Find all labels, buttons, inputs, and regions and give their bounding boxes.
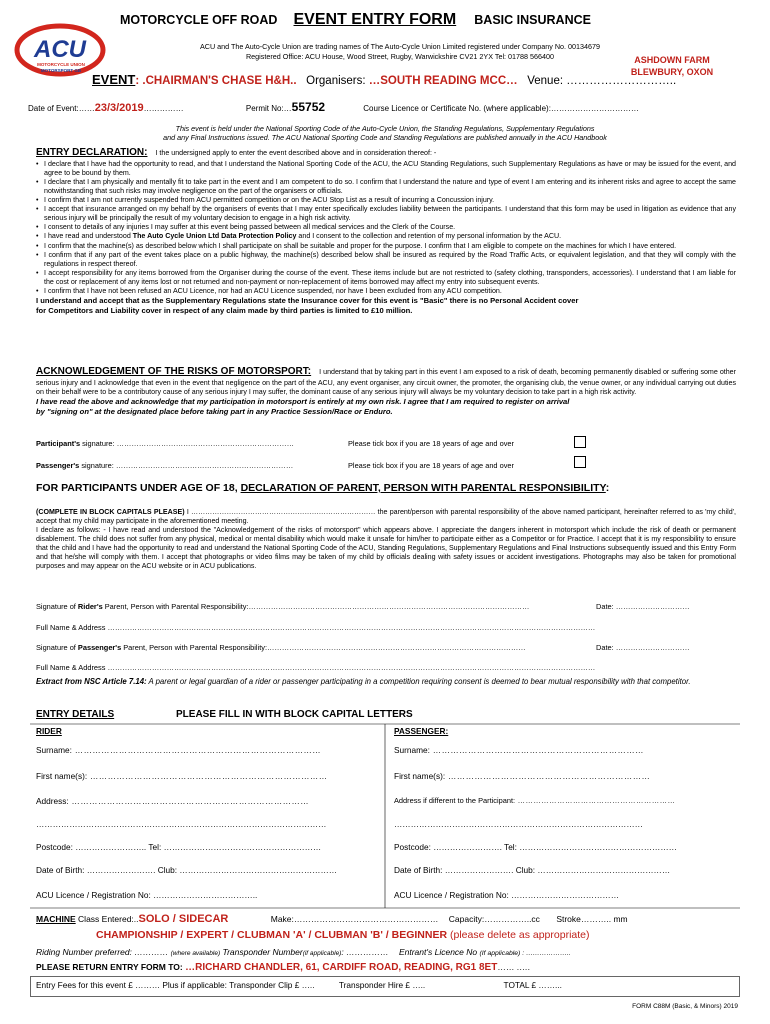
list-item: • I confirm that I have not been refused an ACU Licence, nor had an ACU Licence suspended, nor have I been excluded from any ACU competition.: [36, 287, 736, 296]
participant-age-label: Please tick box if you are 18 years of age and over: [348, 439, 514, 448]
risks-text: I understand that by taking part in this event I am exposed to a risk of death, becoming permanently disabled or suffering some other serious injury and I acknowledge that even in the event that negligence on the part of the ACU, any event organiser, any circuit owner, the promoter, the organising club, the venue owner, or any individual carrying out duties on their behalf were to be a contributory cause of any serious injury I may suffer, the dominant cause of any serious injury will always be my voluntary decision to take part in a high risk activity.: [36, 368, 736, 396]
risks-bold-2: by "signing on" at the designated place before taking part in any Practice Session/Race or Enduro.: [36, 406, 393, 416]
rider-heading: RIDER: [36, 726, 62, 736]
caps-note: (COMPLETE IN BLOCK CAPITALS PLEASE): [36, 508, 185, 516]
data-policy-name: The Auto Cycle Union Ltd Data Protection Policy: [132, 232, 297, 241]
event-details-row: [28, 100, 748, 115]
passenger-postcode-field[interactable]: Postcode: ……………………. Tel: …………………………………………………: [394, 842, 677, 852]
organisers-label: Organisers:: [306, 75, 366, 87]
event-name[interactable]: : .CHAIRMAN'S CHASE H&H..: [135, 75, 297, 87]
passenger-signature-row: [36, 462, 736, 471]
rider-dob-field[interactable]: Date of Birth: ……………………. Club: …………………………………………………: [36, 865, 338, 875]
rider-licence-field[interactable]: ACU Licence / Registration No: ………………………………..: [36, 890, 258, 900]
form-id: FORM C88M (Basic, & Minors) 2019: [632, 1003, 738, 1010]
rider-address-field[interactable]: Address: ………………………………………………………………………: [36, 796, 310, 806]
numbers-row: [36, 947, 571, 958]
class-value[interactable]: SOLO / SIDECAR: [138, 913, 229, 925]
event-label: EVENT: [92, 72, 136, 87]
intro-text: [40, 124, 730, 143]
risks-section: [36, 366, 736, 416]
machine-row: [36, 913, 628, 926]
pass-sig-field[interactable]: Parent, Person with Parental Responsibility:……………………………………………………………………………………………: [121, 643, 526, 652]
class-label: Class Entered:..: [78, 914, 139, 924]
fees-row: [36, 981, 562, 991]
pass-sig-pre: Signature of: [36, 643, 78, 652]
passenger-address-label: Address if different to the Participant:: [394, 796, 516, 805]
return-dots: …… .….: [497, 962, 530, 972]
rider-sig-field[interactable]: Parent, Person with Parental Responsibility:……………………………………………………………………………………………………: [102, 602, 530, 611]
form-title: [120, 10, 760, 29]
passenger-firstname-field[interactable]: First name(s): ……………………………………………………………: [394, 771, 651, 781]
rider-sig-bold: Rider's: [77, 602, 103, 611]
rider-parent-date[interactable]: Date: …………………………: [596, 602, 690, 611]
passenger-surname-label: Surname:: [394, 745, 430, 755]
list-item: • I confirm that the machine(s) as described below which I shall participate on shall be suitable and proper for the purpose. I confirm that I am eligible to compete on the machines for which I have entered.: [36, 242, 736, 251]
participant-label: Participant's: [36, 439, 81, 448]
rider-address-label: Address:: [36, 796, 69, 806]
risks-bold-1: I have read the above and acknowledge that my participation in motorsport is entirely at my own risk. I agree that I am required to register on arrival: [36, 396, 570, 406]
passenger-heading: PASSENGER:: [394, 726, 449, 736]
passenger-age-checkbox[interactable]: [574, 456, 586, 468]
title-left: MOTORCYCLE OFF ROAD: [120, 13, 278, 27]
passenger-address-field[interactable]: Address if different to the Participant: ……………………………………………………: [394, 796, 676, 805]
event-line: [92, 72, 762, 89]
legal-notice: [140, 42, 660, 61]
data-item-pre: I have read and understood: [44, 232, 133, 241]
passenger-club-label: Club:: [515, 865, 536, 875]
rider-licence-label: ACU Licence / Registration No:: [36, 890, 151, 900]
minors-heading-main: DECLARATION OF PARENT, PERSON WITH PARENTAL RESPONSIBILITY: [240, 482, 606, 494]
transponder-field[interactable]: : ……………: [341, 947, 389, 957]
pass-sig-bold: Passenger's: [77, 643, 122, 652]
return-row: [36, 962, 530, 974]
rider-address-line-2[interactable]: ……………………………………………………………………………………………: [36, 819, 327, 829]
riding-number-field[interactable]: Riding Number preferred: …………: [36, 947, 169, 957]
passenger-age-label: Please tick box if you are 18 years of age and over: [348, 461, 514, 470]
rider-postcode-label: Postcode:: [36, 842, 73, 852]
minors-declaration: I declare as follows: - I have read and understood the "Acknowledgement of the risks of motorsport" which appears above. I appreciate the dangers inherent in motorsport which include the risk of death or permanent disablement. The child does not suffer from any physical, medical or mental disability which would make it unsafe for him/her to participate either as a Competitor or for Practice. I accept that it is my responsibility to ensure that the child and I have had the opportunity to read and understand the National Sporting Code of the ACU, Standing Regulations, Supplementary Regulations and Final Instructions subsequently issued and this Entry Form and that he/she will comply with them. I accept that photographs or video films may be taken of my child by officials dealing with safety issues or accident investigations. Photographs may also be taken for promotional purposes and may appear on the ACU website or in ACU publications.: [36, 526, 736, 571]
class-options: [96, 929, 590, 942]
list-item: • I declare that I have had the opportunity to read, and that I understand the National Sporting Code of the ACU, the ACU Standing Regulations, such Supplementary Regulations as have or may be issued for the event, and agree to be bound by them.: [36, 160, 736, 178]
return-label: PLEASE RETURN ENTRY FORM TO:: [36, 962, 183, 972]
passenger-licence-field[interactable]: ACU Licence / Registration No: …………………………………: [394, 890, 619, 900]
permit-label: Permit No:…: [245, 104, 292, 113]
transponder-note: (if applicable): [302, 950, 342, 957]
participant-age-checkbox[interactable]: [574, 436, 586, 448]
passenger-firstname-label: First name(s):: [394, 771, 446, 781]
caps-text[interactable]: I …………………………………………………………………… the parent/person with parental responsibility of the above named participant, hereinafter referred to as 'my child', accept that my child may participate in the aforementioned meeting.: [36, 508, 737, 526]
rider-parent-signature: [36, 603, 736, 612]
logo-acu-text: ACU: [34, 36, 86, 63]
class-options-note: (please delete as appropriate): [449, 929, 590, 941]
rider-surname-field[interactable]: Surname: …………………………………………………………………………: [36, 745, 322, 755]
venue-line-2: BLEWBURY, OXON: [630, 66, 714, 77]
where-available-note: (where available): [170, 950, 221, 957]
insurance-line-2: for Competitors and Liability cover in respect of any claim made by third parties is limited to £10 million.: [36, 305, 413, 315]
title-main: EVENT ENTRY FORM: [293, 11, 457, 28]
rider-surname-label: Surname:: [36, 745, 72, 755]
passenger-parent-full-name[interactable]: Full Name & Address ………………………………………………………………………………………………………………………………………………………………………………: [36, 663, 596, 672]
entry-fees-field[interactable]: Entry Fees for this event £ ……… Plus if applicable: Transponder Clip £ …..: [36, 980, 315, 990]
venue-dots[interactable]: ………………………..: [566, 75, 677, 87]
date-value[interactable]: 23/3/2019: [94, 102, 144, 114]
minors-heading-pre: FOR PARTICIPANTS UNDER AGE OF 18,: [36, 482, 241, 494]
passenger-parent-signature: [36, 644, 736, 653]
minors-heading: [36, 482, 736, 495]
legal-line-1: ACU and The Auto-Cycle Union are trading names of The Auto-Cycle Union Limited registered under Company No. 00134679: [199, 42, 601, 51]
intro-line-2: and any Final Instructions issued. The ACU National Sporting Code and Standing Regulations are published annually in the ACU Handbook: [163, 133, 607, 143]
list-item: • I confirm that if any part of the event takes place on a public highway, the machine(s) described below shall be insured as required by the Road Traffic Acts, or equivalent legislation, and that they will comply with the regulations in respect thereof.: [36, 251, 736, 269]
return-address[interactable]: …RICHARD CHANDLER, 61, CARDIFF ROAD, READING, RG1 8ET: [185, 962, 498, 973]
minors-heading-post: :: [605, 482, 610, 494]
passenger-dob-label: Date of Birth:: [394, 865, 443, 875]
transponder-label: Transponder Number: [222, 947, 303, 957]
list-item: [36, 232, 736, 241]
passenger-address-line-2[interactable]: ………………………………………………………………………………: [394, 819, 643, 829]
passenger-postcode-label: Postcode:: [394, 842, 431, 852]
rider-firstname-field[interactable]: First name(s): ………………………………………………………………………: [36, 771, 328, 781]
course-licence[interactable]: Course Licence or Certificate No. (where applicable):……………………………: [363, 104, 639, 113]
entry-declaration: [36, 147, 736, 315]
list-item: • I accept responsibility for any items borrowed from the Organiser during the course of the event. These items include but are not restricted to (safety clothing, transponders, accessories). I understand that I am liable for the cost or replacement of any items lost or not returned and non-payment or non-replacement of items borrowed may affect my entry into subsequent events.: [36, 269, 736, 287]
acu-logo: [14, 20, 106, 78]
stroke-field[interactable]: Stroke……….. mm: [556, 914, 628, 924]
venue-label: Venue:: [527, 75, 564, 87]
logo-sub2-text: MOTORSPORT GB: [40, 68, 82, 73]
organisers-value[interactable]: …SOUTH READING MCC…: [368, 75, 518, 87]
passenger-dob-field[interactable]: Date of Birth: ……………………. Club: …………………………………………: [394, 865, 671, 875]
list-item: • I consent to details of any injuries I may suffer at this event being passed between all medical services and the Clerk of the Course.: [36, 223, 736, 232]
passenger-label: Passenger's: [36, 461, 80, 470]
passenger-licence-label: ACU Licence / Registration No:: [394, 890, 509, 900]
rider-parent-full-name[interactable]: Full Name & Address ………………………………………………………………………………………………………………………………………………………………………………: [36, 623, 596, 632]
list-item: • I confirm that I am not currently suspended from ACU permitted competition or on the ACU Stop List as a result of incurring a Concussion injury.: [36, 196, 736, 205]
date-dots: ……………: [143, 104, 184, 113]
date-label: Date of Event:……: [28, 104, 95, 113]
passenger-surname-field[interactable]: Surname: ………………………………………………………………: [394, 745, 644, 755]
nsc-text: A parent or legal guardian of a rider or passenger participating in a competition requiring consent is deemed to bear mutual responsibility with that competitor.: [146, 677, 691, 686]
legal-line-2: Registered Office: ACU House, Wood Street, Rugby, Warwickshire CV21 2YX Tel: 01788 566400: [245, 51, 555, 61]
participant-signature-field[interactable]: signature: ………………………………………………………………: [82, 439, 295, 448]
entrant-licence-field[interactable]: (If applicable) : ………………..: [479, 950, 571, 957]
rider-club-label: Club:: [157, 865, 178, 875]
passenger-signature-field[interactable]: signature: ………………………………………………………………: [81, 461, 294, 470]
declaration-lead: I the undersigned apply to enter the event described above and in consideration thereof: -: [155, 149, 437, 157]
rider-dob-label: Date of Birth:: [36, 865, 85, 875]
transponder-hire-field[interactable]: Transponder Hire £ …..: [338, 980, 426, 990]
class-options-list[interactable]: CHAMPIONSHIP / EXPERT / CLUBMAN 'A' / CLUBMAN 'B' / BEGINNER: [96, 929, 448, 941]
nsc-bold: Extract from NSC Article 7.14:: [36, 677, 147, 686]
rider-firstname-label: First name(s):: [36, 771, 88, 781]
entrant-licence-label: Entrant's Licence No: [398, 947, 478, 957]
intro-line-1: This event is held under the National Sporting Code of the Auto-Cycle Union, the Standing Regulations, Supplementary Regulations: [175, 124, 595, 133]
list-item: • I accept that insurance arranged on my behalf by the organisers of events that I may enter specifically excludes liability between the participants. I understand that this form may be used in litigation as evidence that any serious injury will be principally the result of my voluntary decision to engage in a high risk activity.: [36, 205, 736, 223]
total-field[interactable]: TOTAL £ ……...: [503, 980, 562, 990]
venue-line-1: ASHDOWN FARM: [634, 55, 710, 65]
block-caps-note: PLEASE FILL IN WITH BLOCK CAPITAL LETTERS: [176, 709, 413, 720]
rider-tel-label: Tel:: [148, 842, 162, 852]
entry-details-heading: ENTRY DETAILS: [36, 709, 115, 720]
title-right: BASIC INSURANCE: [474, 13, 591, 27]
permit-value[interactable]: 55752: [291, 100, 326, 114]
make-field[interactable]: Make:……………………………………………: [270, 914, 439, 924]
capacity-field[interactable]: Capacity:……………..cc: [448, 914, 540, 924]
declaration-heading: ENTRY DECLARATION:: [36, 147, 148, 158]
passenger-parent-date[interactable]: Date: …………………………: [596, 643, 690, 652]
rider-postcode-field[interactable]: Postcode: …………………….. Tel: …………………………………………………: [36, 842, 322, 852]
minors-text: [36, 508, 736, 572]
rider-sig-pre: Signature of: [36, 602, 78, 611]
logo-sub-text: MOTORCYCLE UNION: [37, 62, 85, 67]
declaration-list: [36, 160, 736, 296]
machine-label: MACHINE: [36, 914, 76, 924]
passenger-tel-label: Tel:: [504, 842, 517, 852]
list-item: • I declare that I am physically and mentally fit to take part in the event and I am competent to do so. I confirm that I understand the nature and type of event I am entering and its inherent risks and agree to accept the same notwithstanding that such risks may involve negligence on the part of the organisers or officials.: [36, 178, 736, 196]
participant-signature-row: [36, 440, 736, 449]
insurance-line-1: I understand and accept that as the Supplementary Regulations state the Insurance cover for this event is "Basic" there is no Personal Accident cover: [36, 295, 579, 305]
nsc-extract: [36, 677, 736, 687]
data-item-post: and I consent to the collection and retention of my personal information by the ACU.: [296, 232, 562, 241]
risks-heading: ACKNOWLEDGEMENT OF THE RISKS OF MOTORSPORT:: [36, 366, 312, 377]
